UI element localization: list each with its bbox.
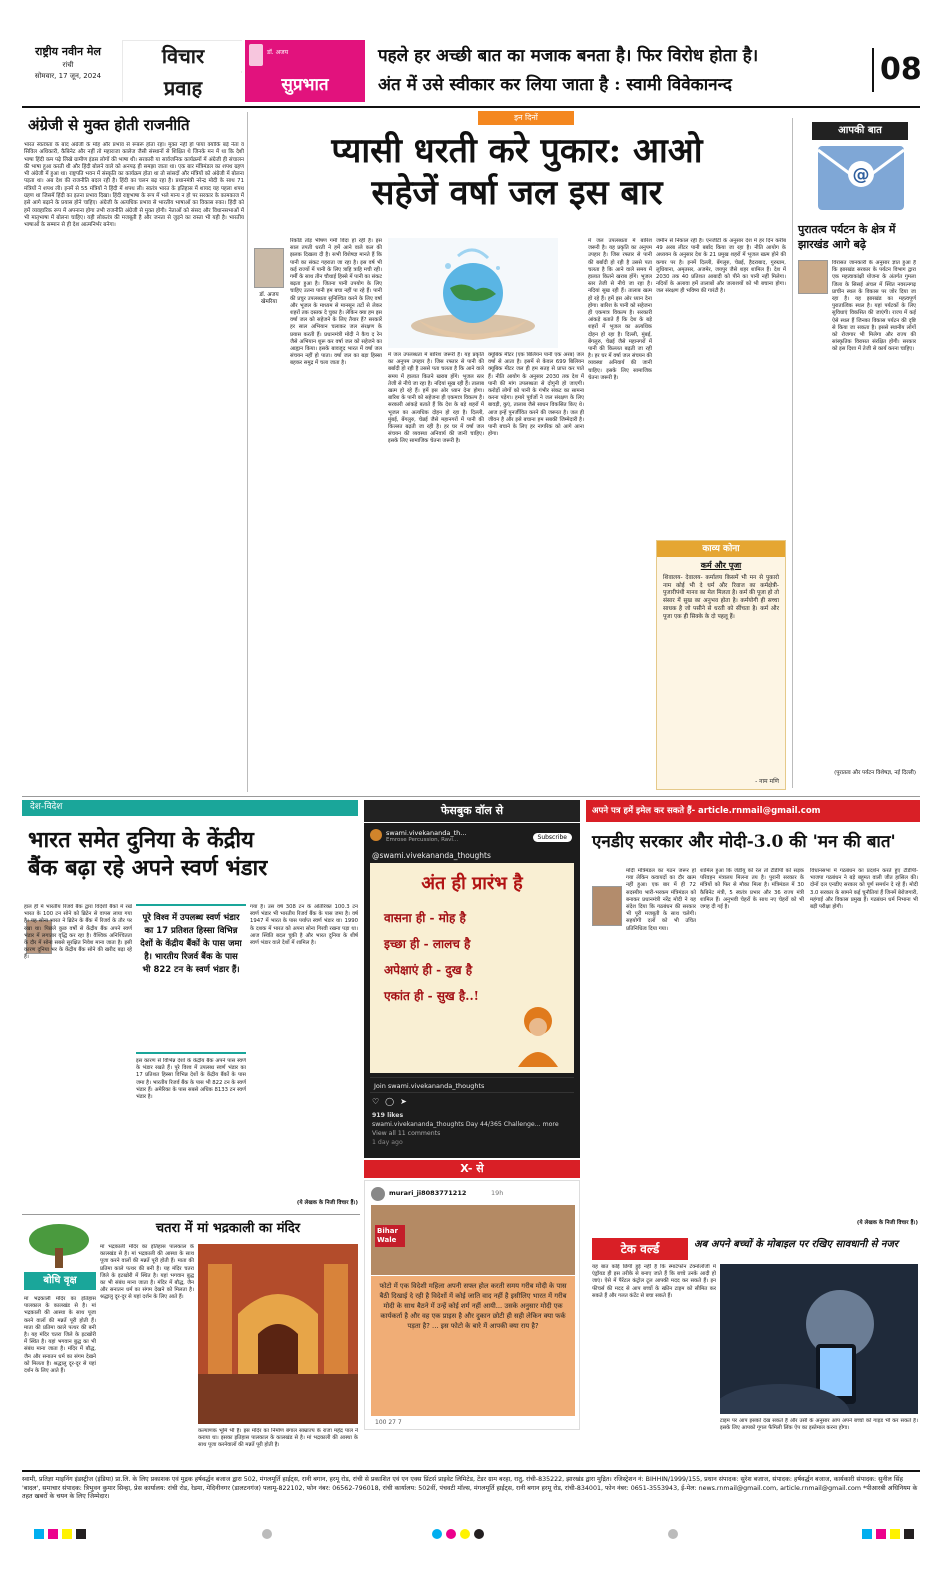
tech-headline: अब अपने बच्चों के मोबाइल पर रखिए सावधानी से नजर — [694, 1239, 898, 1250]
masthead-rule — [22, 106, 920, 108]
fb-caption: swami.vivekananda_thoughts Day 44/365 Challenge... more — [372, 1121, 559, 1128]
gold-pull-quote — [136, 904, 246, 1054]
color-swatch — [34, 1529, 44, 1539]
quote-of-day — [378, 42, 866, 102]
main-story-col1: रिकॉर्ड तोड़ भीषण गर्मी विदा हो रही है। इस साल तपती धरती ने हमें आने वाले कल की झलक दिखला दी है। सभी विशेषज्ञ मानते हैं कि पानी का संकट गहराता जा रहा है। इस वर्ष भी कई राज्यों में पानी के लिए त्राहि त्राहि मची रही। गर्मी के साथ तीन चौथाई हिस्से में पानी का संकट बढ़ता हुआ है। जितना पानी उपयोग के लिए चाहिए उतना पानी हम बचा नहीं पा रहे हैं। पानी की प्रचुर उपलब्धता सुनिश्चित करने के लिए वर्षा और भूजल के माध्यम से मानसून तटों से लेकर शहरों तक दस्तक दे चुका है। लेकिन क्या हम इस वर्षा जल को सहेजने के लिए तैयार हैं? सरकारें हर साल अभियान चलाकर जल संरक्षण के प्रयास करती हैं। प्रधानमंत्री मोदी ने कैच द रेन जैसे अभियान शुरू कर वर्षा जल को सहेजने का आह्वान किया। इसके बावजूद भारत में वर्षा जल संचयन नहीं हो पाता। वर्षा जल का बड़ा हिस्सा बहकर समुद्र में चला जाता है। — [290, 238, 382, 367]
footer-rule — [22, 1470, 920, 1472]
desh-videsh-bar: देश-विदेश — [22, 800, 358, 816]
fb-subscribe-button[interactable]: Subscribe — [533, 833, 572, 842]
child-phone-photo — [720, 1264, 918, 1414]
letters-body: विरासत जानकारी के अनुसार ज्ञात हुआ है कि झारखंड सरकार के पर्यटन विभाग द्वारा एक महत्वाकांक्षी योजना के अंतर्गत गुमला जिला के सिसई अंचल में स्थित नवरत्नगढ़ प्राचीन स्थल के विकास पर जोर दिया जा रहा है। यह झारखंड का महत्वपूर्ण पुरातात्विक स्थल है। यहां पर्यटकों के लिए सुविधाएं विकसित की जाएंगी। राज्य में कई ऐसे स्थल हैं जिनका विकास पर्यटन की दृष्टि से किया जा सकता है। इससे स्थानीय लोगों को रोजगार भी मिलेगा और राज्य की सांस्कृतिक विरासत संरक्षित होगी। सरकार को इस दिशा में तेजी से कार्य करना चाहिए। — [832, 260, 916, 353]
bodh-col1: मां भद्रकाली मंदिर का इतिहास पालकाल के कालखंड से है। मां भद्रकाली की आस्था के साथ पूजा करने वालों की मन्नतें पूरी होती हैं। माता की प्रतिमा काले पत्थर की बनी है। यह मंदिर चतरा जिले के इटखोरी में स्थित है। यहां भगवान बुद्ध का भी संबंध माना जाता है। मंदिर में बौद्ध, जैन और सनातन धर्म का संगम देखने को मिलता है। श्रद्धालु दूर-दूर से यहां दर्शन के लिए आते हैं। — [24, 1296, 96, 1375]
comment-icon[interactable]: ◯ — [385, 1097, 401, 1106]
mann-col1: मोदी मंत्रिमंडल का गठन जरूर हो गया लेकिन कवायदों का दौर खत्म नहीं हुआ। एक बार में ही 72 सदस्यीय भारी-भरकम मंत्रिमंडल को बनाकर प्रधानमंत्री नरेंद्र मोदी ने यह संदेश दिया कि गठबंधन की सरकार भी पूरी मजबूती के साथ चलेगी। सहयोगी दलों को भी उचित प्रतिनिधित्व दिया गया। — [626, 868, 696, 932]
poem-body: शिवालय- देवालय- कर्मालय किसमें भी मन से पुकारो नाम कोई भी दे धर्म और रिवाज का कर्मक्षेत्री- पुजारीपंथी मानव का मेल मिलता है। कर्म की पूजा हो तो संसार में सुख का अनुभव होता है। कर्मयोगी ही सच्चा साधक है जो पसीने से धरती को सींचता है। कर्म और पूजा एक ही सिक्के के दो पहलू हैं। — [663, 575, 779, 620]
author-photo — [254, 248, 284, 288]
fb-likes: 919 likes — [372, 1112, 404, 1119]
x-caption: फोटो में एक विदेशी महिला अपनी सफ्ल होल करती समय गरीब मोदी के पास बैठी दिखाई दे रही है विदेशों में कोई जाति वाद नहीं है इसीलिए भारत में गरीब मोदी के साथ बैठने में उन्हें कोई शर्म नहीं आयी... उसके अनुसार मोदी एक कार्यकर्ता है और वह एक प्राइस है और दुकान छोटी ही सही लेकिन क्या फर्क पड़ता है? ... इस फोटो के बारे में आपकी क्या राय है? — [371, 1276, 575, 1416]
section-rule — [22, 796, 920, 797]
print-registration-strip — [22, 1528, 920, 1540]
x-post-card — [364, 1180, 580, 1430]
kavya-kona-box — [656, 540, 786, 790]
color-swatch — [890, 1529, 900, 1539]
desh-col3: गया है। उस वर्ष 308 टन के अतिरिक्त 100.3 टन स्वर्ण भंडार भी भारतीय रिजर्व बैंक के पास जमा है। वर्ष 1947 में भारत के पास पर्याप्त स्वर्ण भंडार था। 1990 के दशक में भारत को अपना सोना गिरवी रखना पड़ा था। आज स्थिति बदल चुकी है और भारत दुनिया के शीर्ष स्वर्ण भंडार वाले देशों में शामिल है। — [250, 904, 358, 947]
facebook-wall-bar: फेसबुक वॉल से — [364, 800, 580, 822]
x-user: murari_ji8083771212 — [389, 1189, 467, 1197]
main-story-tag: इन दिनों — [478, 111, 574, 125]
x-photo-sign: Bihar Wale — [375, 1225, 405, 1247]
section-logo — [122, 40, 242, 102]
temple-photo — [198, 1244, 358, 1424]
bodh-col2: कल्याणक भूमि भी है। इस मंदिर का निर्माण बंगाल साम्राज्य के राजा महेंद्र पाल ने कराया था। इसका इतिहास पालकाल के कालखंड से है। मां भद्रकाली की आस्था के साथ पूजा करनेवालों की मन्नतें पूरी होती है। — [198, 1428, 358, 1449]
fb-line-right: मोह है — [438, 911, 466, 925]
registration-dot — [460, 1529, 470, 1539]
svg-text:@: @ — [852, 165, 870, 185]
suprabhat-label: सुप्रभात — [281, 75, 329, 95]
mann-note: (ये लेखक के निजी विचार हैं।) — [856, 1220, 918, 1226]
fb-avatar — [370, 829, 382, 841]
color-swatch — [862, 1529, 872, 1539]
section-pravah: प्रवाह — [123, 73, 243, 103]
fb-account — [370, 829, 466, 843]
main-story-col2: में जल उपलब्धता में बारिश जरूरी है। यह प्रकृति का अनुपम उपहार है। जिस रफ्तार से पानी की बर्बादी हो रही है उससे पता चलता है कि आने वाले समय में हालात कितने खराब होंगे। भूजल स्तर तेजी से नीचे जा रहा है। नदियां सूख रही हैं। तालाब खत्म हो रहे हैं। हमें इस ओर ध्यान देना होगा। बारिश के पानी को सहेजना ही एकमात्र विकल्प है। सरकारी आंकड़े बताते हैं कि देश के बड़े शहरों में भूजल का अत्यधिक दोहन हो रहा है। दिल्ली, मुंबई, बेंगलुरु, चेन्नई जैसे महानगरों में पानी की किल्लत बढ़ती जा रही है। हर घर में वर्षा जल संचयन की व्यवस्था अनिवार्य की जानी चाहिए। इसके लिए सामाजिक चेतना जरूरी है। — [388, 352, 484, 445]
desh-headline-line-2: बैंक बढ़ा रहे अपने स्वर्ण भंडार — [28, 855, 268, 881]
main-story-headline — [252, 130, 782, 214]
section-vichar: विचार — [123, 41, 243, 71]
editorial-headline: अंग्रेजी से मुक्त होती राजनीति — [28, 116, 190, 134]
masthead-brand — [22, 44, 114, 100]
quote-line-2: अंत में उसे स्वीकार कर लिया जाता है : स्वामी विवेकानन्द — [378, 75, 732, 95]
color-swatch — [76, 1529, 86, 1539]
water-globe-illustration — [388, 238, 558, 348]
desh-headline-line-1: भारत समेत दुनिया के केंद्रीय — [28, 827, 254, 853]
imprint-line: स्वामी, प्रतिज्ञा माइनिंग इंडस्ट्रीज (इंडिया) प्रा.लि. के लिए प्रकाशक एवं मुद्रक हर्षवर्द्धन बजाज द्वारा 502, मंगलमूर्ति हाईट्स, रानी बगान, हरमू रोड, रांची से प्रकाशित एवं एन एक्स प्रिंटर्स प्राइवेट लिमिटेड, टेंडर ग्राम बरहा, रातु, रांची-835222, झारखंड द्वारा मुद्रित। रजिस्ट्रेशन नं: BIHHIN/1999/155, प्रधान संपादक: सुरेश बजाज, संपादक: हर्षवर्द्धन बजाज, कार्यकारी संपादक: सुनील सिंह 'बादल', समाचार संपादक: त्रिभुवन कुमार सिन्हा, प्रेस कार्यालय: रांची रोड, रेडमा, मेदिनीनगर (डालटनगंज) पलामू-822102, फोन नंबर: 06562-796018, रांची कार्यालय: 502वीं, पंचवटी मॉल्स, मंगलमूर्ति हाईट्स, रानी बगान हरमू रोड, रांची-834001, फोन नंबर: 0651-3553943, ई-मेल: news.rnmail@gmail.com, article.rnmail@gmail.com *पीआरबी अधिनियम के तहत खबरों के चयन के लिए जिम्मेदार। — [22, 1476, 918, 1500]
bodh-headline: चतरा में मां भद्रकाली का मंदिर — [155, 1221, 301, 1236]
fb-audio: Emrose Percussion, Ravi... — [386, 837, 459, 843]
letters-heading: आपकी बात — [812, 122, 908, 140]
letters-headline: पुरातत्व पर्यटन के क्षेत्र में झारखंड आगे बढ़े — [798, 223, 896, 251]
fb-account-name: swami.vivekananda_th... — [386, 829, 467, 837]
x-avatar — [371, 1187, 385, 1201]
fb-line-left: इच्छा ही — [384, 937, 420, 951]
bodh-rule — [22, 1214, 360, 1215]
x-post-bar: X- से — [364, 1160, 580, 1178]
desh-note: (ये लेखक के निजी विचार हैं।) — [296, 1200, 358, 1206]
fb-quote-line: वासना ही - मोह है — [384, 911, 466, 925]
email-bar: अपने पत्र हमें इमेल कर सकते हैं- article.rnmail@gmail.com — [586, 800, 920, 822]
facebook-post-card — [364, 823, 580, 1158]
fb-quote-line: अपेक्षाएं ही - दुख है — [384, 963, 473, 977]
color-swatch — [876, 1529, 886, 1539]
fb-quote-image — [370, 863, 574, 1073]
fb-line-left: अपेक्षाएं ही — [384, 963, 432, 977]
fb-line-right: दुख है — [445, 963, 473, 977]
suprabhat-avatar — [249, 44, 263, 66]
bodh-tree-illustration — [24, 1222, 94, 1274]
fb-line-left: वासना ही — [384, 911, 426, 925]
fb-line-left: एकांत ही — [384, 989, 424, 1003]
x-stats: 100 27 7 — [375, 1419, 402, 1426]
poem-title: कर्म और पूजा — [700, 561, 742, 570]
tech-col2: टाइम पर आप इसको देख सकते हैं और उसी के अनुसार आप अपने बच्चों को गाइड भी कर सकते हैं। इसके लिए आपको गूगल फैमिली लिंक ऐप का इस्तेमाल करना होगा। — [720, 1418, 918, 1432]
x-photo — [371, 1205, 575, 1275]
color-swatch — [62, 1529, 72, 1539]
paper-date: सोमवार, 17 जून, 2024 — [34, 72, 102, 80]
fb-handle: @swami.vivekananda_thoughts — [372, 851, 491, 860]
page-number: 08 — [872, 48, 922, 92]
fb-comments[interactable]: View all 11 comments — [372, 1130, 441, 1137]
main-headline-line-2: सहेजें वर्षा जल इस बार — [371, 173, 663, 213]
vivekananda-portrait — [510, 1003, 566, 1067]
main-story-col4: जमीन से निकाल रही है। एनजीटी के अनुसार देश में हर दिन करीब 49 अरब लीटर पानी बर्बाद किया जा रहा है। नीति आयोग के अध्ययन के अनुसार देश के 21 प्रमुख शहरों में भूजल खत्म होने की कगार पर है। इनमें दिल्ली, बेंगलुरु, चेन्नई, हैदराबाद, गुरुग्राम, लुधियाना, अमृतसर, अजमेर, जयपुर जैसे शहर शामिल हैं। देश में 2030 तक 40 प्रतिशत आबादी को पीने का पानी नहीं मिलेगा। नदियों के अलावा हमें तालाबों और जलाशयों को भी बचाना होगा। जल संरक्षण ही भविष्य की गारंटी है। — [656, 238, 786, 295]
desh-videsh-headline — [28, 826, 358, 882]
column-divider — [247, 112, 248, 792]
share-icon[interactable]: ➤ — [400, 1097, 413, 1106]
paper-city: रांची — [62, 61, 74, 69]
email-icon — [816, 142, 906, 214]
main-story-col3: क्यूबिक मीटर (एक बिलियन पानी एक अरब) जल वर्षा से आता है। इसमें से केवल 699 बिलियन क्यूबिक मीटर जल ही हम सतह से प्राप्त कर पाते हैं। नीति आयोग के अनुसार 2030 तक देश में पानी की मांग उपलब्धता से दोगुनी हो जाएगी। करोड़ों लोगों को पानी के गंभीर संकट का सामना करना पड़ेगा। हमारे पूर्वजों ने जल संरक्षण के लिए बावड़ी, कुएं, तालाब जैसे साधन विकसित किए थे। आज इन्हें पुनर्जीवित करने की जरूरत है। जल ही जीवन है और इसे बचाना हम सबकी जिम्मेदारी है। पानी बचाने के लिए हर नागरिक को आगे आना होगा। — [488, 352, 584, 438]
fb-action-icons — [372, 1097, 413, 1106]
color-swatch — [904, 1529, 914, 1539]
pull-quote-text: पूरे विश्व में उपलब्ध स्वर्ण भंडार का 17 प्रतिशत हिस्सा विभिन्न देशों के केंद्रीय बैंकों के पास जमा है। भारतीय रिजर्व बैंक के पास भी 822 टन के स्वर्ण भंडार हैं। — [140, 913, 242, 975]
tech-world-label: टेक वर्ल्ड — [592, 1238, 688, 1260]
registration-dot — [262, 1529, 272, 1539]
poet-name: - नाम मणि — [755, 778, 779, 785]
author-name: डॉ. अजय खेमरिया — [259, 292, 279, 305]
bodh-intro: मां भद्रकाली मंदिर का इतिहास पालकाल के कालखंड से है। मां भद्रकाली की आस्था के साथ पूजा करने वालों की मन्नतें पूरी होती हैं। माता की प्रतिमा काले पत्थर की बनी है। यह मंदिर चतरा जिले के इटखोरी में स्थित है। यहां भगवान बुद्ध का भी संबंध माना जाता है। मंदिर में बौद्ध, जैन और सनातन धर्म का संगम देखने को मिलता है। श्रद्धालु दूर-दूर से यहां दर्शन के लिए आते हैं। — [100, 1244, 194, 1301]
registration-dot — [446, 1529, 456, 1539]
editorial-body: भारत स्वतंत्रता के बाद अंग्रेजी के मोह और प्रभाव से रूबरू होता रहा। मुक्त नहीं हो पाया क्योंकि बड़े नेता व सिविल अधिकारी, कैबिनेट और नहीं तो महाराजा कालेज जैसी संस्थानों से शिक्षित थे जिनके मन में था कि देशी भाषा हिंदी कम पढ़े लिखे ग्रामीण इंडस लोगों की भाषा थी। सरकारी या सार्वजनिक कार्यक्रमों में अंग्रेजी ही संचालन की भाषा हुआ करती थी और हिंदी बोलने वाले को अनपढ़ ही समझा जाता था। एक बार मंत्रिमंडल का शपथ ग्रहण भी अंग्रेजी में हुआ था। राष्ट्रपति भवन में संस्कृति का कार्यक्रम होता था तो सांसदों और मंत्रियों को अंग्रेजी में बोलना पड़ता था। अब देश की राजनीति बदल रही है। हिंदी का चलन बढ़ रहा है। प्रधानमंत्री नरेन्द्र मोदी के साथ 71 मंत्रियों ने शपथ ली। इनमें से 55 मंत्रियों ने हिंदी में शपथ ली। स्वतंत्र भारत के इतिहास में शायद यह पहला शपथ ग्रहण था जिसमें हिंदी का इतना प्रभाव दिखा। हिंदी राष्ट्रभाषा के रूप में भले मान्य न हो पर सरकार के कामकाज में इसे आगे बढ़ाने के प्रयास होने चाहिए। अंग्रेजी के अत्यधिक प्रभाव से भारतीय भाषाओं का विकास रुका। हिंदी को हमें व्यवहारिक रूप में अपनाना होगा तभी राजनीति अंग्रेजी से मुक्त होगी। नेताओं को संसद और विधानसभाओं में भी मातृभाषा में बोलना चाहिए। यही लोकतंत्र की मजबूती है और जनता से जुड़ने का रास्ता भी यही है। भारतीय भाषाओं के सम्मान से ही देश आत्मनिर्भर बनेगा। — [24, 142, 244, 229]
suprabhat-author: डॉ. अजय — [267, 49, 289, 56]
fb-quote-line: एकांत ही - सुख है..! — [384, 989, 479, 1003]
fb-join-link[interactable]: Join swami.vivekananda_thoughts — [370, 1077, 574, 1093]
fb-quote-title: अंत ही प्रारंभ है — [421, 873, 523, 894]
letters-signature: (पुरातत्व और पर्यटन विशेषज्ञ, नई दिल्ली) — [834, 770, 916, 776]
mann-ki-baat-headline: एनडीए सरकार और मोदी-3.0 की 'मन की बात' — [592, 832, 896, 852]
desh-col2: इस कारण से विभिन्न देशों के केंद्रीय बैंक अपने पास स्वर्ण के भंडार रखते हैं। पूरे विश्व में उपलब्ध स्वर्ण भंडार का 17 प्रतिशत हिस्सा विभिन्न देशों के केंद्रीय बैंकों के पास जमा है। भारतीय रिजर्व बैंक के पास भी 822 टन के स्वर्ण भंडार हैं। अमेरिका के पास सबसे अधिक 8133 टन स्वर्ण भंडार है। — [136, 1058, 246, 1101]
registration-dot — [474, 1529, 484, 1539]
quote-line-1: पहले हर अच्छी बात का मजाक बनता है। फिर विरोध होता है। — [378, 46, 759, 66]
tech-col1: यह बात कोई छिपी हुई नहीं है कि स्मार्टफोन टेक्नोलॉजी में एंड्रॉयड ही इस तरीके से बनाए जाते हैं कि बच्चे उनके आदी हो जाएं। ऐसे में पैरेंटल कंट्रोल टूल आपकी मदद कर सकते हैं। इन फीचर्स की मदद से आप बच्चों के स्क्रीन टाइम को सीमित कर सकते हैं और गलत कंटेंट से बचा सकते हैं। — [592, 1264, 716, 1299]
kavya-title: काव्य कोना — [657, 541, 785, 557]
suprabhat-box — [245, 40, 365, 102]
mann-col2: शामिल हुआ कि जेडीयू को रेल तो टीडीपी को सड़क परिवहन मंत्रालय मिलना तय है। पुरानी सरकार के मंत्रियों को फिर से मौका मिला है। मंत्रिमंडल में 30 कैबिनेट मंत्री, 5 स्वतंत्र प्रभार और 36 राज्य मंत्री शामिल हैं। अनुभवी चेहरों के साथ नए चेहरों को भी जगह दी गई है। — [700, 868, 804, 911]
fb-meta — [372, 1111, 559, 1147]
paper-name: राष्ट्रीय नवीन मेल — [35, 45, 101, 58]
fb-time: 1 day ago — [372, 1139, 403, 1146]
color-swatch — [48, 1529, 58, 1539]
heart-icon[interactable]: ♡ — [372, 1097, 386, 1106]
main-story-col5: में जल उपलब्धता में बारिश जरूरी है। यह प्रकृति का अनुपम उपहार है। जिस रफ्तार से पानी की बर्बादी हो रही है उससे पता चलता है कि आने वाले समय में हालात कितने खराब होंगे। भूजल स्तर तेजी से नीचे जा रहा है। नदियां सूख रही हैं। तालाब खत्म हो रहे हैं। हमें इस ओर ध्यान देना होगा। बारिश के पानी को सहेजना ही एकमात्र विकल्प है। सरकारी आंकड़े बताते हैं कि देश के बड़े शहरों में भूजल का अत्यधिक दोहन हो रहा है। दिल्ली, मुंबई, बेंगलुरु, चेन्नई जैसे महानगरों में पानी की किल्लत बढ़ती जा रही है। हर घर में वर्षा जल संचयन की व्यवस्था अनिवार्य की जानी चाहिए। इसके लिए सामाजिक चेतना जरूरी है। — [588, 238, 652, 381]
mann-col3: विधानसभा में गठबंधन का प्रदर्शन करते हुए टीडीपी-भाजपा गठबंधन ने बड़े बहुमत वाली जीत हासिल की। दोनों दल एनडीए सरकार को पूर्ण समर्थन दे रहे हैं। मोदी 3.0 सरकार के सामने कई चुनौतियां हैं जिनमें बेरोजगारी, महंगाई और विकास प्रमुख हैं। गठबंधन धर्म निभाना भी बड़ी परीक्षा होगी। — [810, 868, 918, 911]
x-time: 19h — [491, 1189, 504, 1197]
fb-line-right: सुख है..! — [436, 989, 479, 1003]
registration-dot — [668, 1529, 678, 1539]
main-headline-line-1: प्यासी धरती करे पुकार: आओ — [331, 131, 703, 171]
registration-dot — [432, 1529, 442, 1539]
desh-col1: हाल ही में भारतीय रिजर्व बैंक द्वारा विदेशी बैंकों में रखे भारत के 100 टन सोने को ब्रिटेन से वापस लाया गया है। यह सोना भारत ने ब्रिटेन के बैंक में रिजर्व के तौर पर रखा था। पिछले कुछ वर्षों से केंद्रीय बैंक अपने स्वर्ण भंडार में लगातार वृद्धि कर रहा है। वैश्विक अनिश्चितता के दौर में सोना सबसे सुरक्षित निवेश माना जाता है। इसी कारण दुनिया भर के केंद्रीय बैंक सोने की खरीद बढ़ा रहे हैं। — [24, 904, 132, 961]
fb-line-right: लालच है — [432, 937, 471, 951]
fb-quote-line: इच्छा ही - लालच है — [384, 937, 471, 951]
bodh-label: बोधि वृक्ष — [24, 1272, 96, 1290]
